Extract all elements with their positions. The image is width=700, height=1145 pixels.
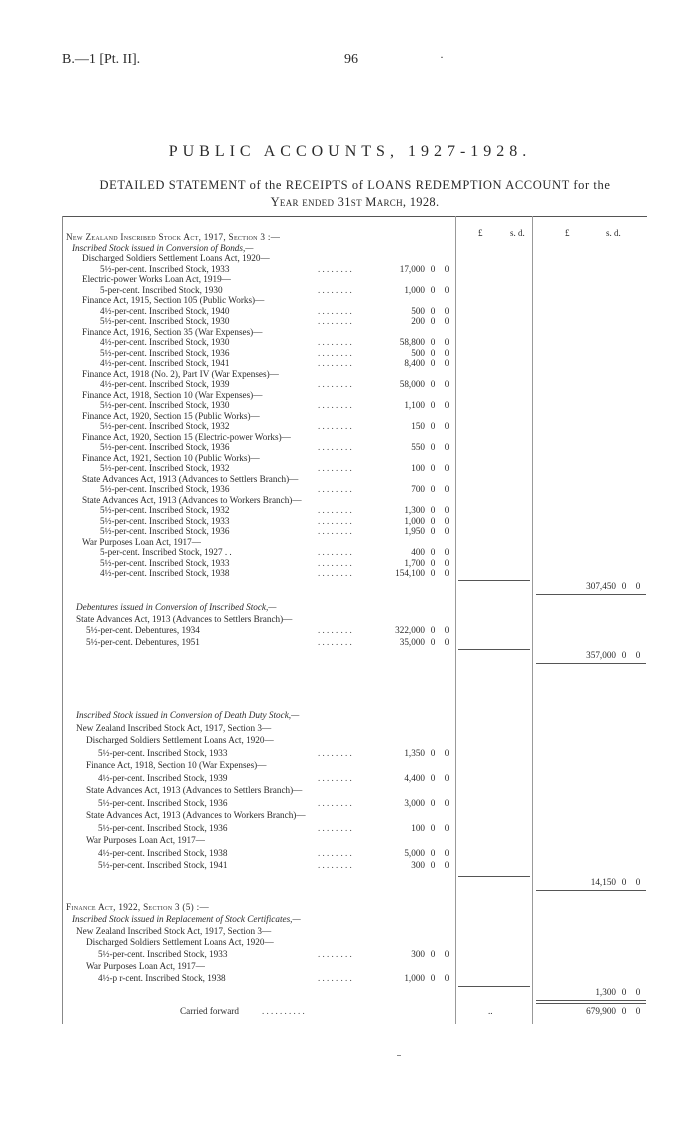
- line-amount: [381, 421, 453, 432]
- line-amount: [381, 348, 453, 359]
- amount-pounds: 8,400: [404, 358, 425, 368]
- amount-pounds: 700: [411, 484, 425, 494]
- stock-line: 5½-per-cent. Inscribed Stock, 1933: [100, 515, 230, 526]
- act-heading: Finance Act, 1918, Section 10 (War Expenses)—: [82, 389, 263, 400]
- total-rule: [536, 594, 646, 595]
- amount-shillings: 0: [621, 1006, 627, 1016]
- dot-leader: . . . . . . . .: [318, 463, 352, 473]
- amount-pounds: 1,000: [404, 515, 425, 526]
- dot-leader: . . . . . . . .: [318, 379, 352, 389]
- document-title: PUBLIC ACCOUNTS, 1927-1928.: [168, 143, 532, 160]
- act-heading: State Advances Act, 1913 (Advances to Settlers Branch)—: [76, 613, 293, 624]
- line-amount: [381, 379, 453, 390]
- amount-pence: 0: [444, 557, 450, 568]
- dot-leader: . . . . . . . .: [318, 442, 352, 452]
- subtotal-rule: [458, 986, 530, 987]
- section-total: [572, 581, 644, 592]
- stock-line: 5½-per-cent. Inscribed Stock, 1936: [100, 442, 230, 452]
- dot-leader: . . . . . . . .: [318, 505, 352, 515]
- amount-pence: 0: [444, 568, 450, 578]
- dot-leader: . . . . . . . .: [318, 847, 352, 858]
- line-amount: [381, 516, 453, 527]
- amount-pounds: 550: [411, 442, 425, 452]
- amount-pence: 0: [444, 284, 450, 295]
- carried-forward-mid: ..: [488, 1006, 493, 1016]
- line-amount: [381, 823, 453, 834]
- amount-pence: 0: [444, 263, 450, 274]
- line-amount: [381, 264, 453, 275]
- act-heading: Discharged Soldiers Settlement Loans Act, 1920—: [86, 735, 274, 745]
- act-heading: Finance Act, 1918, Section 10 (War Expenses)—: [86, 760, 267, 770]
- amount-pence: 0: [444, 463, 450, 473]
- act-heading: Finance Act, 1920, Section 15 (Electric-power Works)—: [82, 431, 291, 442]
- amount-pounds: 357,000: [586, 650, 616, 661]
- subtotal-rule: [458, 580, 530, 581]
- amount-shillings: 0: [430, 636, 436, 647]
- line-amount: [381, 798, 453, 809]
- act-heading: State Advances Act, 1913 (Advances to Workers Branch)—: [82, 494, 302, 505]
- amount-shillings: 0: [430, 822, 436, 833]
- amount-pence: 0: [444, 442, 450, 452]
- amount-pounds: 35,000: [399, 636, 425, 647]
- amount-pounds: 154,100: [395, 568, 425, 578]
- line-amount: [381, 848, 453, 859]
- act-heading: Finance Act, 1920, Section 15 (Public Works)—: [82, 410, 260, 421]
- amount-pence: 0: [444, 860, 450, 870]
- line-amount: [381, 973, 453, 984]
- stock-line: 5½-per-cent. Inscribed Stock, 1933: [100, 557, 230, 568]
- stock-line: 4½-per-cent. Inscribed Stock, 1938: [98, 847, 228, 858]
- dot-leader: . . . . . . . .: [318, 822, 352, 833]
- stock-line: 5½-per-cent. Inscribed Stock, 1936: [100, 526, 230, 536]
- amount-pounds: 400: [411, 547, 425, 557]
- amount-pence: 0: [444, 400, 450, 410]
- amount-pence: 0: [444, 547, 450, 557]
- amount-shillings: 0: [430, 557, 436, 568]
- line-amount: [381, 505, 453, 516]
- dot-leader: . . . . . . . .: [318, 337, 352, 347]
- amount-shillings: 0: [430, 442, 436, 452]
- amount-pence: 0: [635, 986, 641, 997]
- amount-pounds: 322,000: [395, 625, 425, 636]
- line-amount: [381, 526, 453, 537]
- table-top-rule: [62, 216, 647, 217]
- dot-leader: . . . . . . . .: [318, 568, 352, 578]
- table-left-rule: [62, 216, 63, 1024]
- amount-shillings: 0: [430, 526, 436, 536]
- amount-pence: 0: [444, 636, 450, 647]
- amount-shillings: 0: [430, 337, 436, 347]
- dot-leader: . . . . . . . .: [318, 484, 352, 494]
- stock-line: 5½-per-cent. Inscribed Stock, 1936: [100, 484, 230, 494]
- amount-pounds: 100: [411, 822, 425, 833]
- section-title: Finance Act, 1922, Section 3 (5) :—: [66, 902, 209, 912]
- amount-pounds: 500: [411, 347, 425, 358]
- act-heading: State Advances Act, 1913 (Advances to Workers Branch)—: [86, 810, 306, 820]
- footer-mark: [397, 1055, 401, 1056]
- total-rule: [536, 663, 646, 664]
- amount-pounds: 200: [411, 316, 425, 326]
- document-subtitle: [55, 177, 655, 211]
- amount-shillings: 0: [430, 358, 436, 368]
- amount-pounds: 1,700: [404, 557, 425, 568]
- amount-pounds: 58,000: [399, 379, 425, 389]
- page-header: [62, 52, 662, 70]
- stock-line: 5½-per-cent. Inscribed Stock, 1930: [100, 400, 230, 410]
- stock-line: 5½-per-cent. Inscribed Stock, 1930: [100, 316, 230, 326]
- amount-shillings: 0: [430, 847, 436, 858]
- line-amount: [381, 358, 453, 369]
- section-subtitle: Inscribed Stock issued in Conversion of Bonds,—: [72, 242, 254, 253]
- act-heading: New Zealand Inscribed Stock Act, 1917, Section 3—: [76, 925, 272, 936]
- act-heading: Finance Act, 1918 (No. 2), Part IV (War Expenses)—: [82, 368, 279, 379]
- amount-shillings: 0: [430, 347, 436, 358]
- amount-pounds: 1,100: [404, 400, 425, 410]
- column-divider-items: [455, 216, 456, 1024]
- act-heading: State Advances Act, 1913 (Advances to Settlers Branch)—: [86, 785, 303, 795]
- amount-pounds: 679,900: [586, 1006, 616, 1016]
- act-heading: Finance Act, 1915, Section 105 (Public Works)—: [82, 295, 265, 305]
- column-divider-totals: [532, 216, 533, 1024]
- dot-leader: . . . . . . . .: [318, 972, 352, 983]
- amount-shillings: 0: [430, 305, 436, 316]
- section-subtitle: Inscribed Stock issued in Conversion of Death Duty Stock,—: [76, 710, 300, 720]
- stock-line: 5½-per-cent. Debentures, 1951: [86, 636, 200, 647]
- act-heading: Finance Act, 1916, Section 35 (War Expenses)—: [82, 326, 263, 337]
- stock-line: 5½-per-cent. Inscribed Stock, 1936: [100, 347, 230, 358]
- header-mark: ·: [440, 50, 444, 64]
- col-head-totals-pound: £: [565, 228, 570, 238]
- amount-pence: 0: [444, 772, 450, 783]
- amount-pounds: 1,000: [404, 972, 425, 983]
- amount-pence: 0: [444, 505, 450, 515]
- amount-pounds: 307,450: [586, 580, 616, 591]
- stock-line: 4½-per-cent. Inscribed Stock, 1939: [98, 772, 228, 783]
- dot-leader: . . . . . . . .: [318, 284, 352, 295]
- amount-pence: 0: [635, 580, 641, 591]
- amount-shillings: 0: [621, 986, 627, 997]
- line-amount: [381, 484, 453, 495]
- dot-leader: . . . . . . . .: [318, 747, 352, 758]
- amount-pence: 0: [635, 876, 641, 887]
- stock-line: 5½-per-cent. Inscribed Stock, 1932: [100, 421, 230, 431]
- amount-pence: 0: [444, 747, 450, 758]
- amount-pounds: 100: [411, 463, 425, 473]
- stock-line: 5½-per-cent. Inscribed Stock, 1933: [100, 263, 230, 274]
- section-total: [572, 987, 644, 998]
- amount-shillings: 0: [621, 876, 627, 887]
- amount-shillings: 0: [430, 484, 436, 494]
- dot-leader: . . . . . . . .: [318, 305, 352, 316]
- amount-pence: 0: [444, 515, 450, 526]
- amount-pounds: 1,000: [404, 284, 425, 295]
- amount-pence: 0: [444, 625, 450, 636]
- amount-pence: 0: [444, 822, 450, 833]
- section-subtitle: Debentures issued in Conversion of Inscribed Stock,—: [76, 602, 277, 612]
- line-amount: [381, 442, 453, 453]
- stock-line: 4½-per-cent. Inscribed Stock, 1939: [100, 379, 230, 389]
- dot-leader: . . . . . . . .: [318, 636, 352, 647]
- amount-shillings: 0: [430, 972, 436, 983]
- section-title: New Zealand Inscribed Stock Act, 1917, Section 3 :—: [66, 232, 281, 242]
- amount-pounds: 3,000: [404, 797, 425, 808]
- dot-leader: . . . . . . . .: [318, 557, 352, 568]
- total-rule: [536, 1000, 646, 1001]
- dot-leader: . . . . . . . .: [318, 358, 352, 368]
- act-heading: New Zealand Inscribed Stock Act, 1917, Section 3—: [76, 722, 272, 733]
- dot-leader: . . . . . . . .: [318, 400, 352, 410]
- amount-pence: 0: [444, 847, 450, 858]
- amount-shillings: 0: [430, 505, 436, 515]
- amount-pence: 0: [444, 316, 450, 326]
- dot-leader: . . . . . . . .: [318, 797, 352, 808]
- stock-line: 5½-per-cent. Inscribed Stock, 1941: [98, 860, 228, 870]
- line-amount: [381, 748, 453, 759]
- line-amount: [381, 463, 453, 474]
- dot-leader: . . . . . . . .: [318, 547, 352, 557]
- stock-line: 4½-per-cent. Inscribed Stock, 1938: [100, 568, 230, 578]
- amount-pence: 0: [444, 305, 450, 316]
- amount-pence: 0: [635, 1006, 641, 1016]
- amount-shillings: 0: [430, 547, 436, 557]
- line-amount: [381, 316, 453, 327]
- amount-shillings: 0: [621, 650, 627, 661]
- document-reference: B.—1 [Pt. II].: [62, 52, 141, 67]
- subtotal-rule: [458, 876, 530, 877]
- amount-pounds: 17,000: [399, 263, 425, 274]
- stock-line: 5-per-cent. Inscribed Stock, 1930: [100, 284, 223, 295]
- amount-shillings: 0: [430, 379, 436, 389]
- amount-pence: 0: [444, 949, 450, 960]
- section-total: [572, 650, 644, 661]
- amount-pounds: 1,300: [404, 505, 425, 515]
- amount-shillings: 0: [430, 463, 436, 473]
- stock-line: 4½-p r-cent. Inscribed Stock, 1938: [98, 972, 226, 983]
- stock-line: 4½-per-cent. Inscribed Stock, 1940: [100, 305, 230, 316]
- amount-pounds: 1,300: [595, 986, 616, 997]
- amount-shillings: 0: [430, 797, 436, 808]
- amount-pence: 0: [444, 337, 450, 347]
- line-amount: [381, 773, 453, 784]
- amount-shillings: 0: [430, 747, 436, 758]
- carried-forward-rule: [536, 1003, 646, 1004]
- section-subtitle: Inscribed Stock issued in Replacement of Stock Certificates,—: [72, 913, 301, 924]
- amount-pounds: 300: [411, 860, 425, 870]
- amount-pence: 0: [444, 358, 450, 368]
- stock-line: 5½-per-cent. Inscribed Stock, 1932: [100, 463, 230, 473]
- stock-line: 4½-per-cent. Inscribed Stock, 1930: [100, 337, 230, 347]
- line-amount: [381, 547, 453, 558]
- line-amount: [381, 637, 453, 648]
- dot-leader: . . . . . . . .: [318, 347, 352, 358]
- dot-leader: . . . . . . . .: [318, 526, 352, 536]
- amount-pence: 0: [444, 379, 450, 389]
- amount-pounds: 5,000: [404, 847, 425, 858]
- line-amount: [381, 337, 453, 348]
- amount-pence: 0: [444, 347, 450, 358]
- amount-shillings: 0: [430, 949, 436, 960]
- stock-line: 5½-per-cent. Inscribed Stock, 1936: [98, 797, 228, 808]
- act-heading: Discharged Soldiers Settlement Loans Act, 1920—: [82, 253, 270, 263]
- line-amount: [381, 568, 453, 579]
- stock-line: 5½-per-cent. Inscribed Stock, 1936: [98, 822, 228, 833]
- dot-leader: . . . . . . . .: [318, 860, 352, 870]
- amount-shillings: 0: [430, 263, 436, 274]
- dot-leader: . . . . . . . .: [318, 263, 352, 274]
- amount-shillings: 0: [621, 580, 627, 591]
- carried-forward-label: Carried forward: [180, 1006, 239, 1016]
- total-rule: [536, 890, 646, 891]
- dot-leader: . . . . . . . .: [318, 625, 352, 636]
- dot-leader: . . . . . . . . . .: [262, 1006, 305, 1016]
- act-heading: Discharged Soldiers Settlement Loans Act, 1920—: [86, 937, 274, 948]
- stock-line: 4½-per-cent. Inscribed Stock, 1941: [100, 358, 230, 368]
- amount-shillings: 0: [430, 284, 436, 295]
- carried-forward-total: [572, 1006, 644, 1017]
- amount-pounds: 1,950: [404, 526, 425, 536]
- amount-pounds: 150: [411, 421, 425, 431]
- line-amount: [381, 860, 453, 871]
- act-heading: War Purposes Loan Act, 1917—: [82, 536, 201, 547]
- amount-shillings: 0: [430, 772, 436, 783]
- amount-pounds: 14,150: [590, 876, 616, 887]
- amount-pence: 0: [635, 650, 641, 661]
- col-head-items-sd: s. d.: [510, 228, 525, 238]
- amount-pence: 0: [444, 972, 450, 983]
- amount-shillings: 0: [430, 625, 436, 636]
- stock-line: 5½-per-cent. Inscribed Stock, 1933: [98, 949, 228, 960]
- dot-leader: . . . . . . . .: [318, 515, 352, 526]
- dot-leader: . . . . . . . .: [318, 772, 352, 783]
- dot-leader: . . . . . . . .: [318, 421, 352, 431]
- stock-line: 5-per-cent. Inscribed Stock, 1927 . .: [100, 547, 232, 557]
- amount-shillings: 0: [430, 316, 436, 326]
- amount-pounds: 4,400: [404, 772, 425, 783]
- line-amount: [381, 625, 453, 636]
- line-amount: [381, 949, 453, 960]
- line-amount: [381, 306, 453, 317]
- amount-shillings: 0: [430, 515, 436, 526]
- act-heading: State Advances Act, 1913 (Advances to Settlers Branch)—: [82, 473, 299, 484]
- col-head-items-pound: £: [478, 228, 483, 238]
- amount-pounds: 500: [411, 305, 425, 316]
- act-heading: War Purposes Loan Act, 1917—: [86, 961, 205, 971]
- dot-leader: . . . . . . . .: [318, 316, 352, 326]
- stock-line: 5½-per-cent. Inscribed Stock, 1932: [100, 505, 230, 515]
- amount-pence: 0: [444, 526, 450, 536]
- amount-pence: 0: [444, 797, 450, 808]
- amount-shillings: 0: [430, 860, 436, 870]
- amount-pence: 0: [444, 421, 450, 431]
- line-amount: [381, 558, 453, 569]
- line-amount: [381, 400, 453, 411]
- subtotal-rule: [458, 649, 530, 650]
- amount-shillings: 0: [430, 568, 436, 578]
- amount-pounds: 1,350: [404, 747, 425, 758]
- amount-shillings: 0: [430, 421, 436, 431]
- subtitle-line-1: DETAILED STATEMENT of the RECEIPTS of LOANS REDEMPTION ACCOUNT for the: [99, 178, 611, 192]
- act-heading: War Purposes Loan Act, 1917—: [86, 835, 205, 845]
- amount-pounds: 300: [411, 949, 425, 960]
- line-amount: [381, 285, 453, 296]
- amount-shillings: 0: [430, 400, 436, 410]
- page-number: 96: [344, 52, 358, 67]
- dot-leader: . . . . . . . .: [318, 949, 352, 960]
- subtitle-line-2: Year ended 31st March, 1928.: [270, 195, 440, 209]
- amount-pounds: 58,800: [399, 337, 425, 347]
- col-head-totals-sd: s. d.: [606, 228, 621, 238]
- act-heading: Finance Act, 1921, Section 10 (Public Works)—: [82, 452, 260, 463]
- section-total: [572, 877, 644, 888]
- stock-line: 5½-per-cent. Debentures, 1934: [86, 625, 200, 636]
- amount-pence: 0: [444, 484, 450, 494]
- act-heading: Electric-power Works Loan Act, 1919—: [82, 274, 231, 284]
- stock-line: 5½-per-cent. Inscribed Stock, 1933: [98, 747, 228, 758]
